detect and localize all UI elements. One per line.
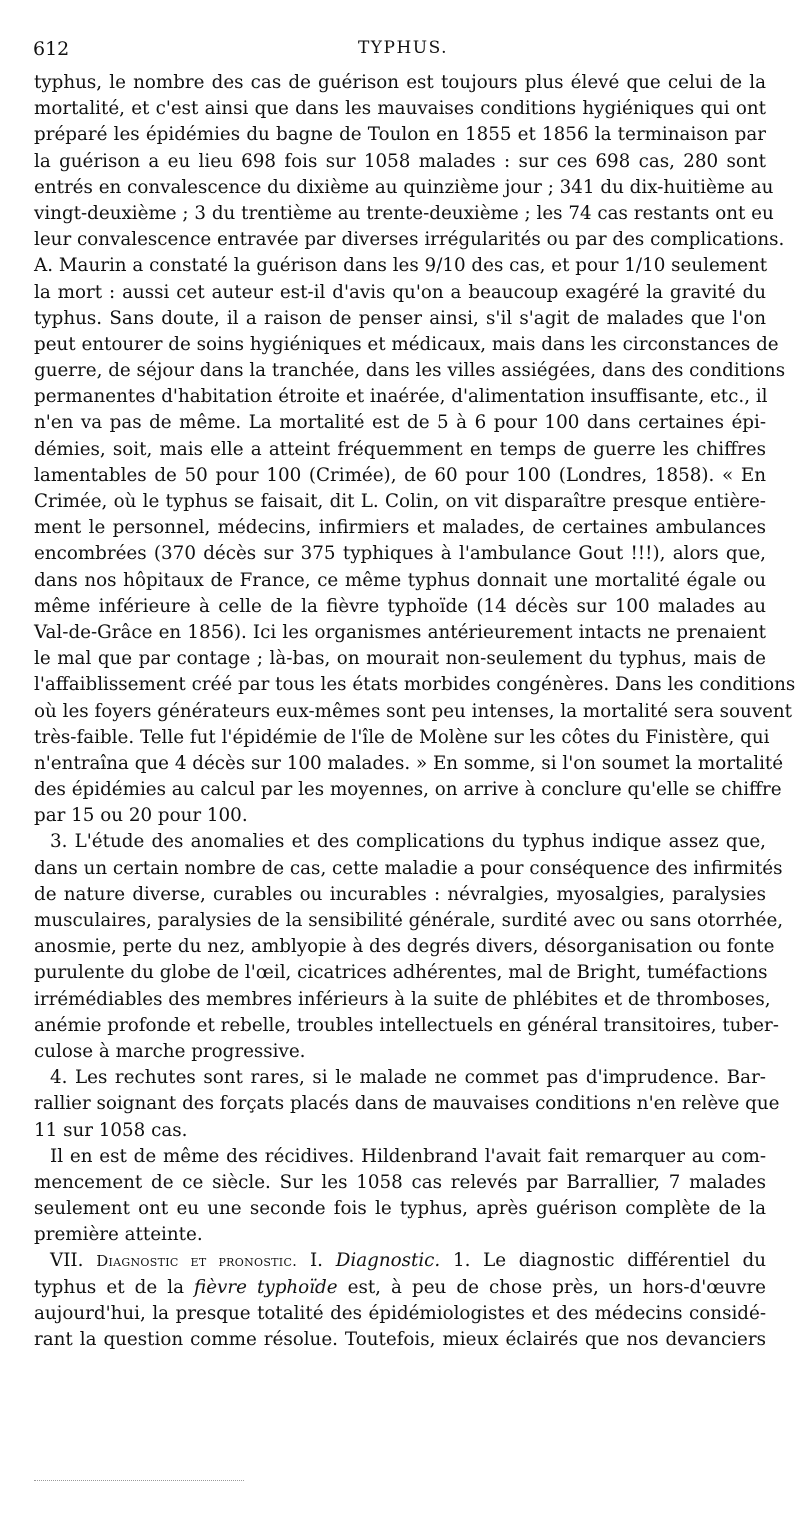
- text-line: A. Maurin a constaté la guérison dans les 9/10 des cas, et pour 1/10 seulement: [34, 255, 768, 277]
- text-line: ment le personnel, médecins, infirmiers et malades, de certaines ambulances: [34, 517, 766, 539]
- text-line: irrémédiables des membres inférieurs à la suite de phlébites et de thromboses,: [34, 988, 771, 1010]
- footer-rule: [34, 1480, 244, 1481]
- text-line: [34, 1248, 766, 1274]
- text-line: très-faible. Telle fut l'épidémie de l'île de Molène sur les côtes du Finistère, qui: [34, 726, 770, 748]
- text-line: anosmie, perte du nez, amblyopie à des degrés divers, désorganisation ou fonte: [34, 936, 775, 958]
- text-line: seulement ont eu une seconde fois le typhus, après guérison complète de la: [34, 1198, 766, 1220]
- text-line: Crimée, où le typhus se faisait, dit L. Colin, on vit disparaître presque entière-: [34, 491, 766, 512]
- text-line: Val-de-Grâce en 1856). Ici les organismes antérieurement intacts ne prenaient: [34, 621, 766, 643]
- text-segment: VII.: [50, 1250, 97, 1272]
- text-line: encombrées (370 décès sur 375 typhiques à l'ambulance Gout !!!), alors que,: [34, 543, 766, 565]
- text-line: préparé les épidémies du bagne de Toulon en 1855 et 1856 la terminaison par: [34, 124, 766, 146]
- text-line: 4. Les rechutes sont rares, si le malade ne commet pas d'imprudence. Bar-: [50, 1067, 766, 1089]
- text-line: guerre, de séjour dans la tranchée, dans les villes assiégées, dans des conditions: [34, 360, 786, 382]
- text-line: mortalité, et c'est ainsi que dans les mauvaises conditions hygiéniques qui ont: [34, 98, 766, 120]
- text-line: la mort : aussi cet auteur est-il d'avis qu'on a beaucoup exagéré la gravité du: [34, 281, 766, 303]
- text-line: anémie profonde et rebelle, troubles intellectuels en général transitoires, tuber-: [34, 1014, 779, 1036]
- text-line: musculaires, paralysies de la sensibilité générale, surdité avec ou sans otorrhée,: [34, 910, 784, 931]
- text-line: typhus, le nombre des cas de guérison est toujours plus élevé que celui de la: [34, 72, 766, 93]
- text-line: aujourd'hui, la presque totalité des épidémiologistes et des médecins considé-: [34, 1302, 766, 1324]
- text-line: la guérison a eu lieu 698 fois sur 1058 malades : sur ces 698 cas, 280 sont: [34, 150, 766, 172]
- text-line: culose à marche progressive.: [34, 1040, 306, 1062]
- text-line: permanentes d'habitation étroite et inaérée, d'alimentation insuffisante, etc., il: [34, 386, 768, 408]
- text-line: dans nos hôpitaux de France, ce même typhus donnait une mortalité égale ou: [34, 569, 766, 591]
- text-line: rallier soignant des forçats placés dans de mauvaises conditions n'en relève que: [34, 1093, 780, 1115]
- text-segment: est, à peu de chose près, un hors-d'œuvre: [337, 1276, 766, 1298]
- text-segment: 1. Le diagnostic différentiel du: [440, 1250, 766, 1272]
- text-line: Il en est de même des récidives. Hildenbrand l'avait fait remarquer au com-: [50, 1145, 766, 1167]
- text-line: typhus. Sans doute, il a raison de penser ainsi, s'il s'agit de malades que l'on: [34, 307, 766, 329]
- text-line: première atteinte.: [34, 1224, 203, 1246]
- text-line: le mal que par contage ; là-bas, on mourait non-seulement du typhus, mais de: [34, 648, 766, 670]
- italic-term: fièvre typhoïde: [194, 1276, 338, 1298]
- italic-term: Diagnostic.: [335, 1250, 441, 1272]
- section-heading: Diagnostic et pronostic.: [96, 1252, 298, 1271]
- text-line: par 15 ou 20 pour 100.: [34, 805, 248, 827]
- text-line: rant la question comme résolue. Toutefois, mieux éclairés que nos devanciers: [34, 1329, 766, 1350]
- text-line: même inférieure à celle de la fièvre typhoïde (14 décès sur 100 malades au: [34, 595, 766, 617]
- text-line: lamentables de 50 pour 100 (Crimée), de 60 pour 100 (Londres, 1858). « En: [34, 464, 766, 486]
- text-line: n'en va pas de même. La mortalité est de 5 à 6 pour 100 dans certaines épi-: [34, 412, 766, 434]
- body-text: [34, 70, 796, 1353]
- page-number: 612: [33, 38, 70, 60]
- text-line: purulente du globe de l'œil, cicatrices adhérentes, mal de Bright, tuméfactions: [34, 962, 768, 984]
- text-line: entrés en convalescence du dixième au quinzième jour ; 341 du dix-huitième au: [34, 176, 774, 198]
- page-header: [33, 36, 773, 64]
- text-line: de nature diverse, curables ou incurables : névralgies, myosalgies, paralysies: [34, 883, 766, 905]
- text-line: leur convalescence entravée par diverses irrégularités ou par des complications.: [34, 229, 785, 251]
- text-line: n'entraîna que 4 décès sur 100 malades. » En somme, si l'on soumet la mortalité: [34, 752, 784, 774]
- text-segment: typhus et de la: [34, 1276, 195, 1298]
- text-line: démies, soit, mais elle a atteint fréquemment en temps de guerre les chiffres: [34, 438, 766, 460]
- running-title: TYPHUS.: [357, 38, 449, 58]
- text-segment: I.: [297, 1250, 336, 1272]
- text-line: dans un certain nombre de cas, cette maladie a pour conséquence des infirmités: [34, 857, 783, 879]
- text-line: mencement de ce siècle. Sur les 1058 cas relevés par Barrallier, 7 malades: [34, 1171, 766, 1193]
- text-line: vingt-deuxième ; 3 du trentième au trente-deuxième ; les 74 cas restants ont eu: [34, 202, 774, 224]
- text-line: l'affaiblissement créé par tous les états morbides congénères. Dans les conditions: [34, 674, 796, 696]
- text-line: 11 sur 1058 cas.: [34, 1119, 188, 1141]
- text-line: [34, 1275, 766, 1301]
- text-line: où les foyers générateurs eux-mêmes sont peu intenses, la mortalité sera souvent: [34, 700, 793, 722]
- text-line: peut entourer de soins hygiéniques et médicaux, mais dans les circonstances de: [34, 333, 779, 355]
- text-line: 3. L'étude des anomalies et des complications du typhus indique assez que,: [50, 831, 766, 853]
- text-line: des épidémies au calcul par les moyennes, on arrive à conclure qu'elle se chiffre: [34, 779, 782, 801]
